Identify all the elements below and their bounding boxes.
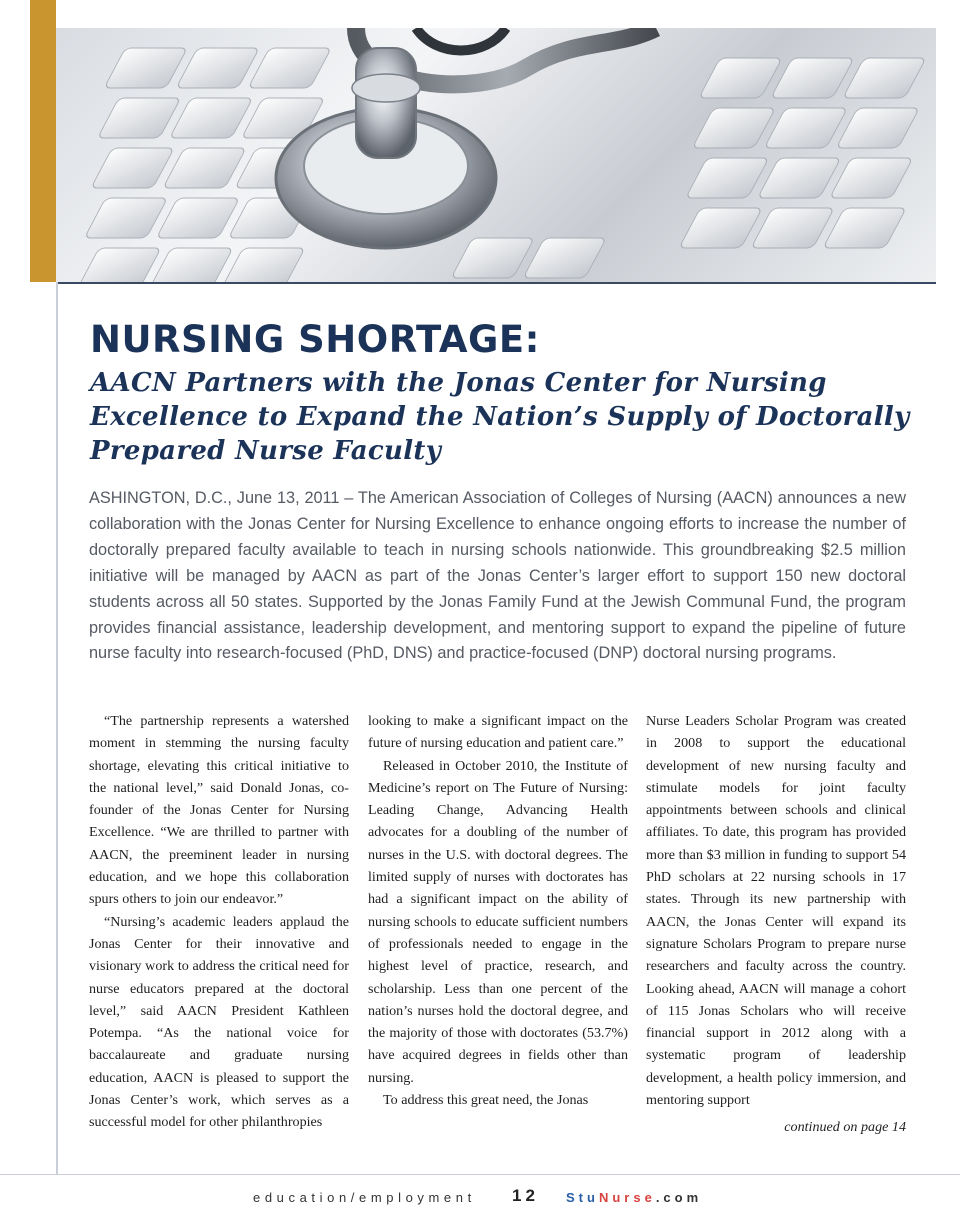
- footer-section-label: education/employment: [253, 1190, 476, 1205]
- paragraph: “The partnership represents a watershed moment in stemming the nursing faculty shortage, elevating this critical initiative to the national level,” said Donald Jonas, co-founder of the Jonas Center for Nursing Excellence. “We are thrilled to partner with AACN, the preeminent leader in nursing education, and we hope this collaboration spurs others to join our endeavor.”: [89, 713, 349, 908]
- article-headline: NURSING SHORTAGE:: [90, 318, 540, 361]
- body-column-1: [89, 710, 349, 1134]
- footer-divider: [0, 1174, 960, 1175]
- header-divider: [56, 282, 936, 284]
- paragraph: “Nursing’s academic leaders applaud the Jonas Center for their innovative and visionary work to address the critical need for nurse educators prepared at the doctoral level,” said AACN President Kathleen Potempa. “As the national voice for baccalaureate and graduate nursing education, AACN is pleased to support the Jonas Center’s work, which serves as a successful model for other philanthropies: [89, 913, 349, 1131]
- gold-accent-bar: [30, 0, 56, 282]
- footer-brand: [566, 1190, 702, 1205]
- continued-note: continued on page 14: [784, 1119, 906, 1135]
- body-column-3: [646, 710, 906, 1111]
- paragraph: looking to make a significant impact on the future of nursing education and patient care.”: [368, 713, 628, 752]
- brand-nurse: Nurse: [598, 1190, 656, 1205]
- paragraph: Released in October 2010, the Institute of Medicine’s report on The Future of Nursing: Leading Change, Advancing Health advocates for a doubling of the number of nurses in the U.S. with doctoral degrees. The limited supply of nurses with doctorates has had a significant impact on the ability of nursing schools to educate sufficient numbers of professionals needed to engage in the highest level of practice, research, and scholarship. Less than one percent of the nation’s nurses hold the doctoral degree, and the majority of those with doctorates (53.7%) have acquired degrees in fields other than nursing.: [368, 757, 628, 1086]
- page-number: 12: [512, 1186, 539, 1205]
- left-margin-rule: [56, 282, 58, 1174]
- body-column-2: [368, 710, 628, 1111]
- paragraph: To address this great need, the Jonas: [383, 1092, 589, 1109]
- article-subheadline: AACN Partners with the Jonas Center for Nursing Excellence to Expand the Nation’s Supply of Doctorally Prepared Nurse Faculty: [90, 368, 910, 466]
- hero-image-stethoscope-keyboard: [56, 28, 936, 282]
- lead-paragraph: ASHINGTON, D.C., June 13, 2011 – The American Association of Colleges of Nursing (AACN) announces a new collaboration with the Jonas Center for Nursing Excellence to enhance ongoing efforts to increase the number of doctorally prepared faculty available to teach in nursing schools nationwide. This groundbreaking $2.5 million initiative will be managed by AACN as part of the Jonas Center’s larger effort to support 150 new doctoral students across all 50 states. Supported by the Jonas Family Fund at the Jewish Communal Fund, the program provides financial assistance, leadership development, and mentoring support to expand the pipeline of future nurse faculty into research-focused (PhD, DNS) and practice-focused (DNP) doctoral nursing programs.: [89, 489, 906, 663]
- brand-stu: Stu: [566, 1190, 599, 1205]
- page-footer: [0, 1186, 960, 1210]
- brand-com: .com: [655, 1190, 703, 1205]
- paragraph: Nurse Leaders Scholar Program was created in 2008 to support the educational development of new nursing faculty and stimulate models for joint faculty appointments between schools and clinical affiliates. To date, this program has provided more than $3 million in funding to support 54 PhD scholars at 22 nursing schools in 17 states. Through its new partnership with AACN, the Jonas Center will expand its signature Scholars Program to prepare nurse researchers and faculty across the country. Looking ahead, AACN will manage a cohort of 115 Jonas Scholars who will receive financial support in 2012 along with a systematic program of leadership development, a health policy immersion, and mentoring support: [646, 713, 906, 1109]
